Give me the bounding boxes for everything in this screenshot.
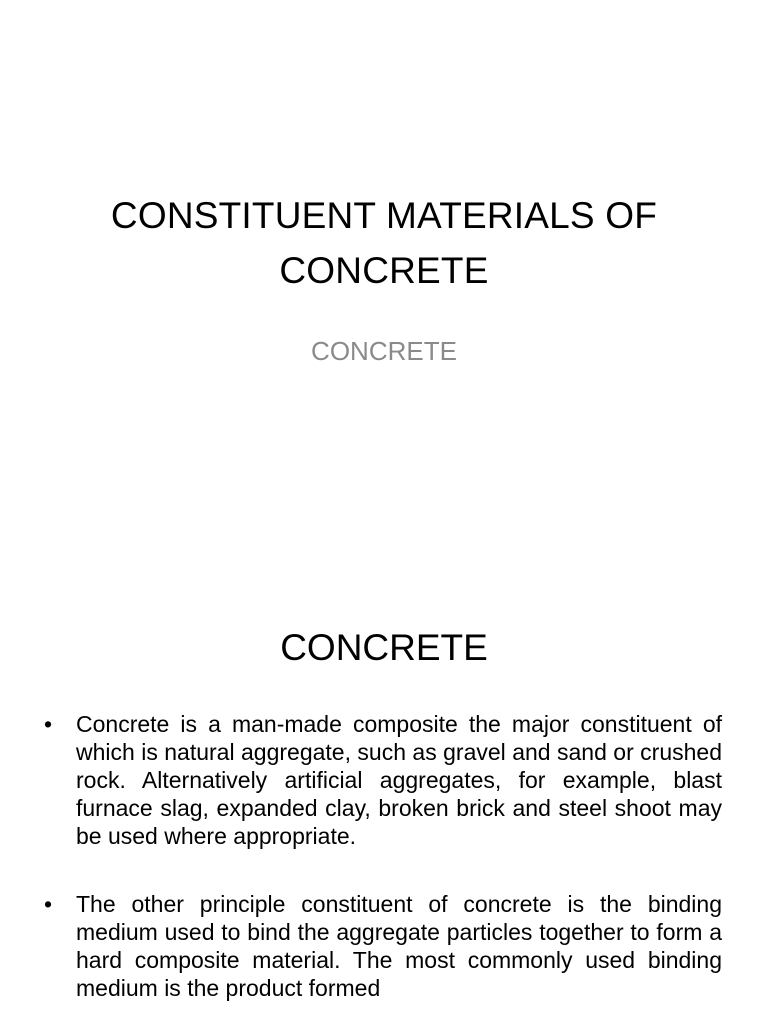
slide-title: CONSTITUENT MATERIALS OF CONCRETE <box>110 195 658 291</box>
bullet-item <box>40 710 722 850</box>
bullet-icon: • <box>44 711 53 737</box>
bullet-text: Concrete is a man-made composite the major constituent of which is natural aggregate, such as gravel and sand or crushed rock. Alternatively artificial aggregates, for example, blast furnace slag, expanded clay, broken brick and steel shoot may be used where appropriate. <box>76 711 722 849</box>
bullet-item <box>40 890 722 1002</box>
bullet-text: The other principle constituent of concrete is the binding medium used to bind the aggregate particles together to form a hard composite material. The most commonly used binding medium is the product formed <box>76 891 722 1001</box>
slide-2 <box>0 576 768 1024</box>
bullet-icon: • <box>44 891 53 917</box>
bullet-list <box>40 710 722 1024</box>
slide-title: CONCRETE <box>280 627 488 668</box>
slide-subtitle: CONCRETE <box>311 336 457 366</box>
